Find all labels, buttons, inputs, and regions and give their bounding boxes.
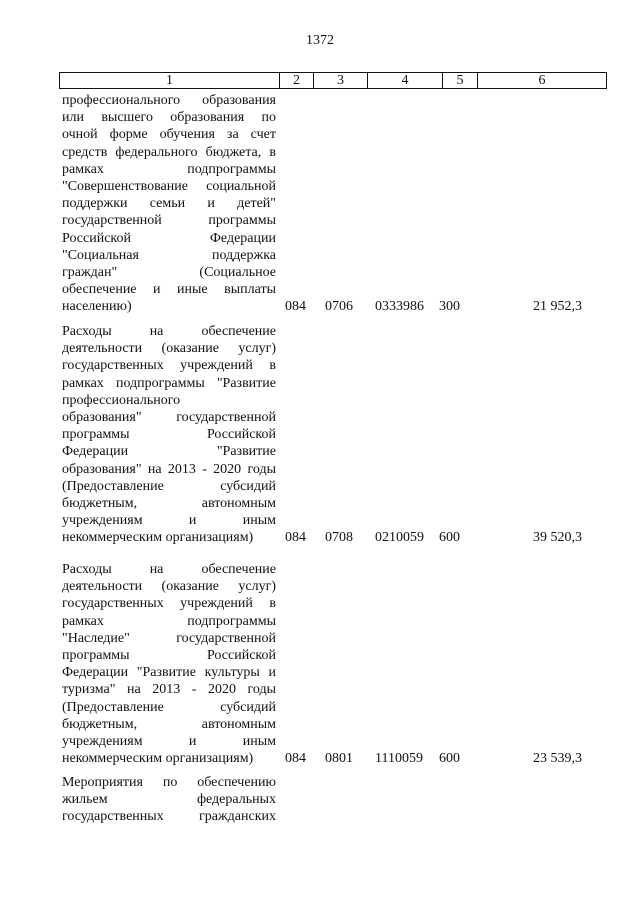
description-line: профессионального образования	[62, 93, 276, 108]
row-description	[62, 561, 276, 767]
description-line: "Наследие" государственной	[62, 630, 276, 646]
target-article-code: 0333986	[375, 299, 424, 315]
description-line: некоммерческим организациям)	[62, 751, 254, 767]
description-line: государственной программы	[62, 213, 276, 229]
expense-type-code: 600	[439, 751, 460, 767]
description-line: поддержки семьи и детей"	[62, 196, 276, 212]
column-header-4: 4	[368, 73, 443, 89]
description-line: Российской Федерации	[62, 230, 276, 246]
description-line: учреждениям и иным	[62, 513, 276, 529]
description-line: "Совершенствование социальной	[62, 179, 276, 195]
target-article-code: 0210059	[375, 530, 424, 546]
section-code: 0801	[325, 751, 353, 767]
description-line: (Предоставление субсидий	[62, 478, 276, 494]
column-header-5: 5	[443, 73, 478, 89]
description-line: профессионального	[62, 392, 181, 408]
page-number: 1372	[306, 33, 334, 48]
description-line: государственных учреждений в	[62, 358, 276, 374]
description-line: государственных гражданских	[62, 809, 276, 825]
admin-code: 084	[285, 299, 306, 315]
column-header-row	[60, 73, 607, 89]
description-line: рамках подпрограммы	[62, 161, 276, 177]
description-line: граждан" (Социальное	[62, 265, 276, 281]
amount-value: 21 952,3	[533, 299, 582, 315]
row-description	[62, 323, 276, 547]
description-line: деятельности (оказание услуг)	[62, 579, 276, 595]
admin-code: 084	[285, 530, 306, 546]
description-line: образования" на 2013 - 2020 годы	[62, 461, 276, 477]
section-code: 0706	[325, 299, 353, 315]
description-line: государственных учреждений в	[62, 596, 276, 612]
description-line: рамках подпрограммы	[62, 613, 276, 629]
amount-value: 39 520,3	[533, 530, 582, 546]
description-line: образования" государственной	[62, 410, 276, 426]
description-line: рамках подпрограммы "Развитие	[62, 375, 276, 391]
description-line: Федерации "Развитие	[62, 444, 276, 460]
description-line: учреждениям и иным	[62, 734, 276, 750]
description-line: Расходы на обеспечение	[62, 324, 276, 339]
column-header-table	[59, 72, 607, 89]
description-line: обеспечение и иные выплаты	[62, 282, 276, 298]
description-line: деятельности (оказание услуг)	[62, 341, 276, 357]
target-article-code: 1110059	[375, 751, 423, 767]
description-line: населению)	[62, 299, 132, 315]
row-description	[62, 92, 276, 316]
description-line: (Предоставление субсидий	[62, 699, 276, 715]
description-line: бюджетным, автономным	[62, 716, 276, 732]
description-line: бюджетным, автономным	[62, 496, 276, 512]
description-line: Расходы на обеспечение	[62, 562, 276, 577]
description-line: или высшего образования по	[62, 110, 276, 126]
column-header-6: 6	[478, 73, 607, 89]
column-header-1: 1	[60, 73, 280, 89]
description-line: Мероприятия по обеспечению	[62, 775, 276, 790]
description-line: средств федерального бюджета, в	[62, 144, 276, 160]
expense-type-code: 300	[439, 299, 460, 315]
description-line: программы Российской	[62, 648, 276, 664]
description-line: очной форме обучения за счет	[62, 127, 276, 143]
description-line: программы Российской	[62, 427, 276, 443]
section-code: 0708	[325, 530, 353, 546]
admin-code: 084	[285, 751, 306, 767]
description-line: туризма" на 2013 - 2020 годы	[62, 682, 276, 698]
row-description	[62, 774, 276, 826]
expense-type-code: 600	[439, 530, 460, 546]
column-header-2: 2	[280, 73, 314, 89]
description-line: Федерации "Развитие культуры и	[62, 665, 276, 681]
amount-value: 23 539,3	[533, 751, 582, 767]
description-line: "Социальная поддержка	[62, 247, 276, 263]
column-header-3: 3	[314, 73, 368, 89]
description-line: некоммерческим организациям)	[62, 530, 254, 546]
description-line: жильем федеральных	[62, 792, 276, 808]
